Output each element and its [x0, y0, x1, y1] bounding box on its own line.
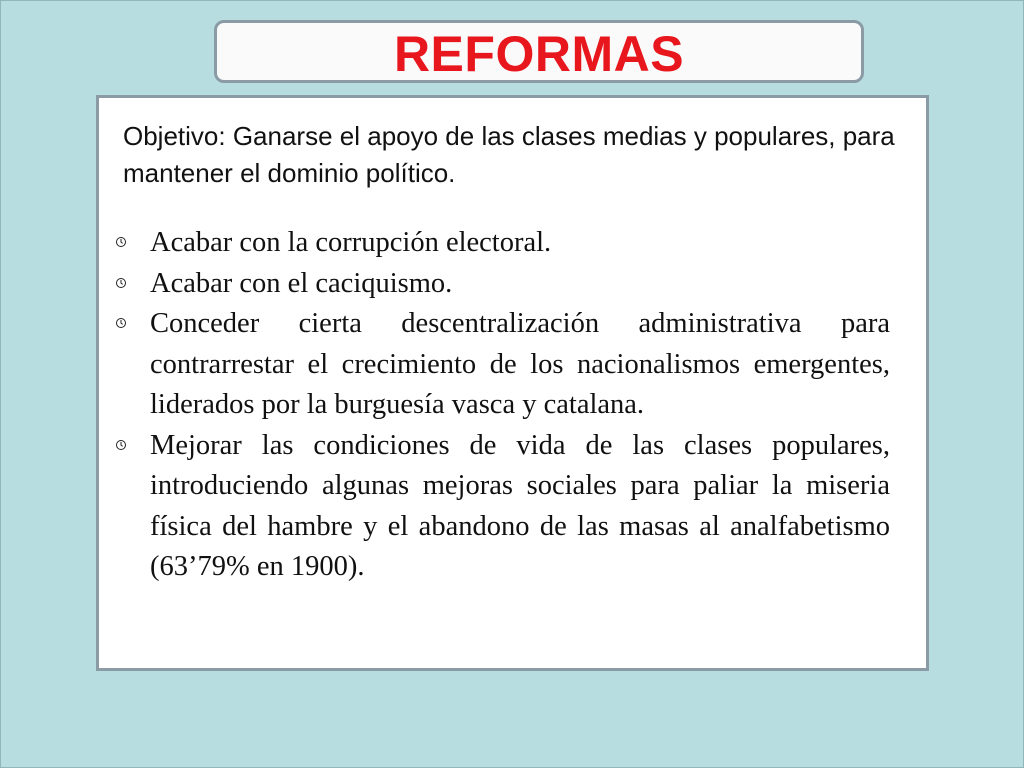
- bullet-item: [99, 223, 890, 264]
- slide-title: REFORMAS: [393, 25, 685, 82]
- bullet-item: [99, 264, 890, 305]
- bullet-item: [99, 426, 890, 588]
- bullet-text: Conceder cierta descentralización administrativa para contrarrestar el crecimiento de los nacionalismos emergentes, liderados por la burguesía vasca y catalana.: [150, 308, 890, 420]
- bullet-text: Acabar con el caciquismo.: [150, 267, 453, 299]
- bullet-list: [99, 223, 932, 588]
- bullet-text: Acabar con la corrupción electoral.: [150, 227, 552, 258]
- clock-bullet-icon: [114, 234, 128, 250]
- bullet-item: [99, 304, 890, 426]
- objective-text: Objetivo: Ganarse el apoyo de las clases medias y populares, para mantener el dominio político.: [123, 121, 895, 188]
- clock-bullet-icon: [114, 315, 128, 331]
- bullet-text: Mejorar las condiciones de vida de las clases populares, introduciendo algunas mejoras sociales para paliar la miseria física del hambre y el abandono de las masas al analfabetismo (63’79% en 1900).: [150, 429, 890, 582]
- title-box: [214, 20, 864, 83]
- clock-bullet-icon: [114, 437, 128, 453]
- clock-bullet-icon: [114, 275, 128, 291]
- content-box: [96, 95, 929, 671]
